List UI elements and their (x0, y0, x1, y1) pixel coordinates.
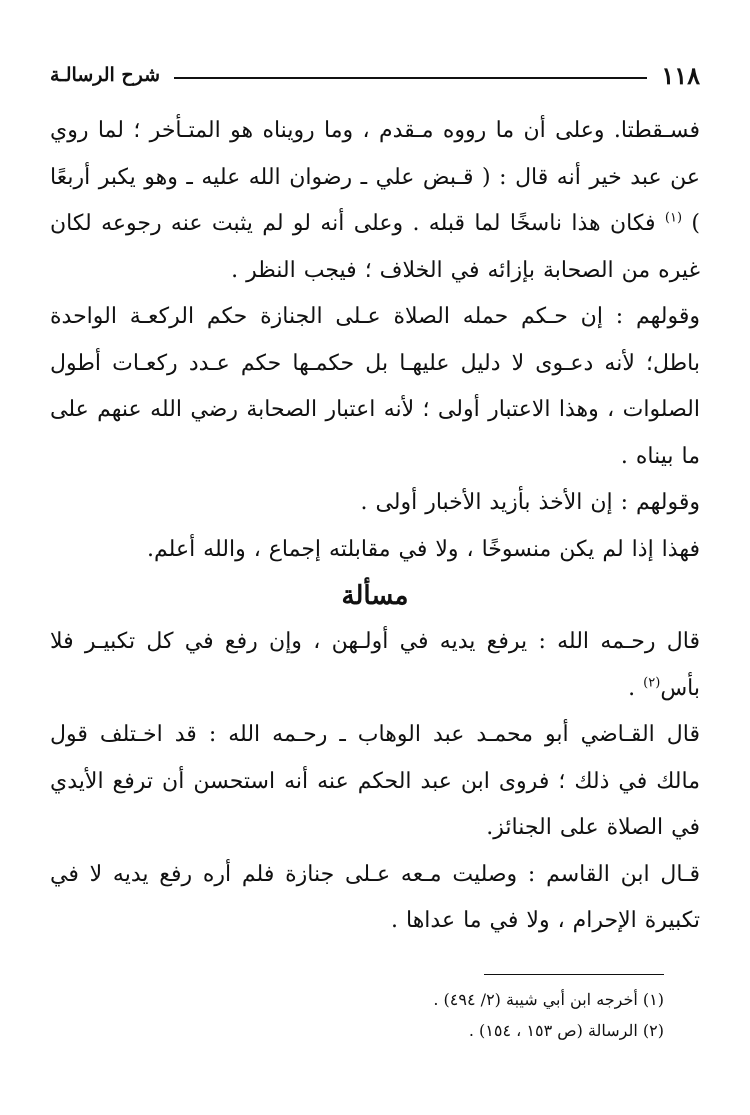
page-header (50, 58, 700, 92)
footnote-ref-2: (٢) (643, 675, 661, 691)
footnote-2: (٢) الرسالة (ص ١٥٣ ، ١٥٤) . (468, 1021, 664, 1040)
paragraph-5-text: قال رحـمه الله : يرفع يديه في أولـهن ، وإن رفع في كل تكبيـر فلا بأس (50, 629, 700, 701)
footnote-ref-1: (١) (664, 210, 683, 226)
paragraph-2: وقولهم : إن حـكم حمله الصلاة عـلى الجنازة حكم الركعـة الواحدة باطل؛ لأنه دعـوى لا دليل عليهـا بل حكمـها حكم عـدد ركعـات أطول الصلوات ، وهذا الاعتبار أولى ؛ لأنه اعتبار الصحابة رضي الله عنهم على ما بيناه . (50, 304, 700, 469)
footnotes (50, 984, 664, 1046)
paragraph-1 (50, 108, 700, 294)
paragraph-5-end: . (628, 675, 644, 701)
paragraph-6: قال القـاضي أبو محمـد عبد الوهاب ـ رحـمه الله : قد اخـتلف قول مالك في ذلك ؛ فروى ابن عبد الحكم عنه أنه استحسن أن ترفع الأيدي في الصلاة على الجنائز. (50, 722, 700, 840)
page-number: ١١٨ (661, 60, 700, 90)
paragraph-4: فهذا إذا لم يكن منسوخًا ، ولا في مقابلته إجماع ، والله أعلم. (147, 536, 700, 562)
footnote-separator (484, 974, 664, 975)
footnote-1: (١) أخرجه ابن أبي شيبة (٢/ ٤٩٤) . (433, 990, 664, 1009)
paragraph-5 (50, 619, 700, 712)
page-body (50, 108, 700, 945)
paragraph-7: قـال ابن القاسم : وصليت مـعه عـلى جنازة فلم أره رفع يديه لا في تكبيرة الإحرام ، ولا في ما عداها . (50, 861, 700, 933)
header-rule (174, 77, 647, 79)
paragraph-1-text: فسـقطتا. وعلى أن ما رووه مـقدم ، وما رويناه هو المتـأخر ؛ لما روي عن عبد خير أنه قال : ( قـبض علي ـ رضوان الله عليه ـ وهو يكبر أربعًا ) (50, 118, 700, 236)
paragraph-1-tail: فكان هذا ناسخًا لما قبله . وعلى أنه لو لم يثبت عنه رجوعه لكان غيره من الصحابة بإزائه في الخلاف ؛ فيجب النظر . (50, 211, 700, 283)
section-heading: مسألة (341, 581, 409, 611)
running-title: شرح الرسالـة (50, 64, 161, 86)
paragraph-3: وقولهم : إن الأخذ بأزيد الأخبار أولى . (360, 490, 700, 515)
